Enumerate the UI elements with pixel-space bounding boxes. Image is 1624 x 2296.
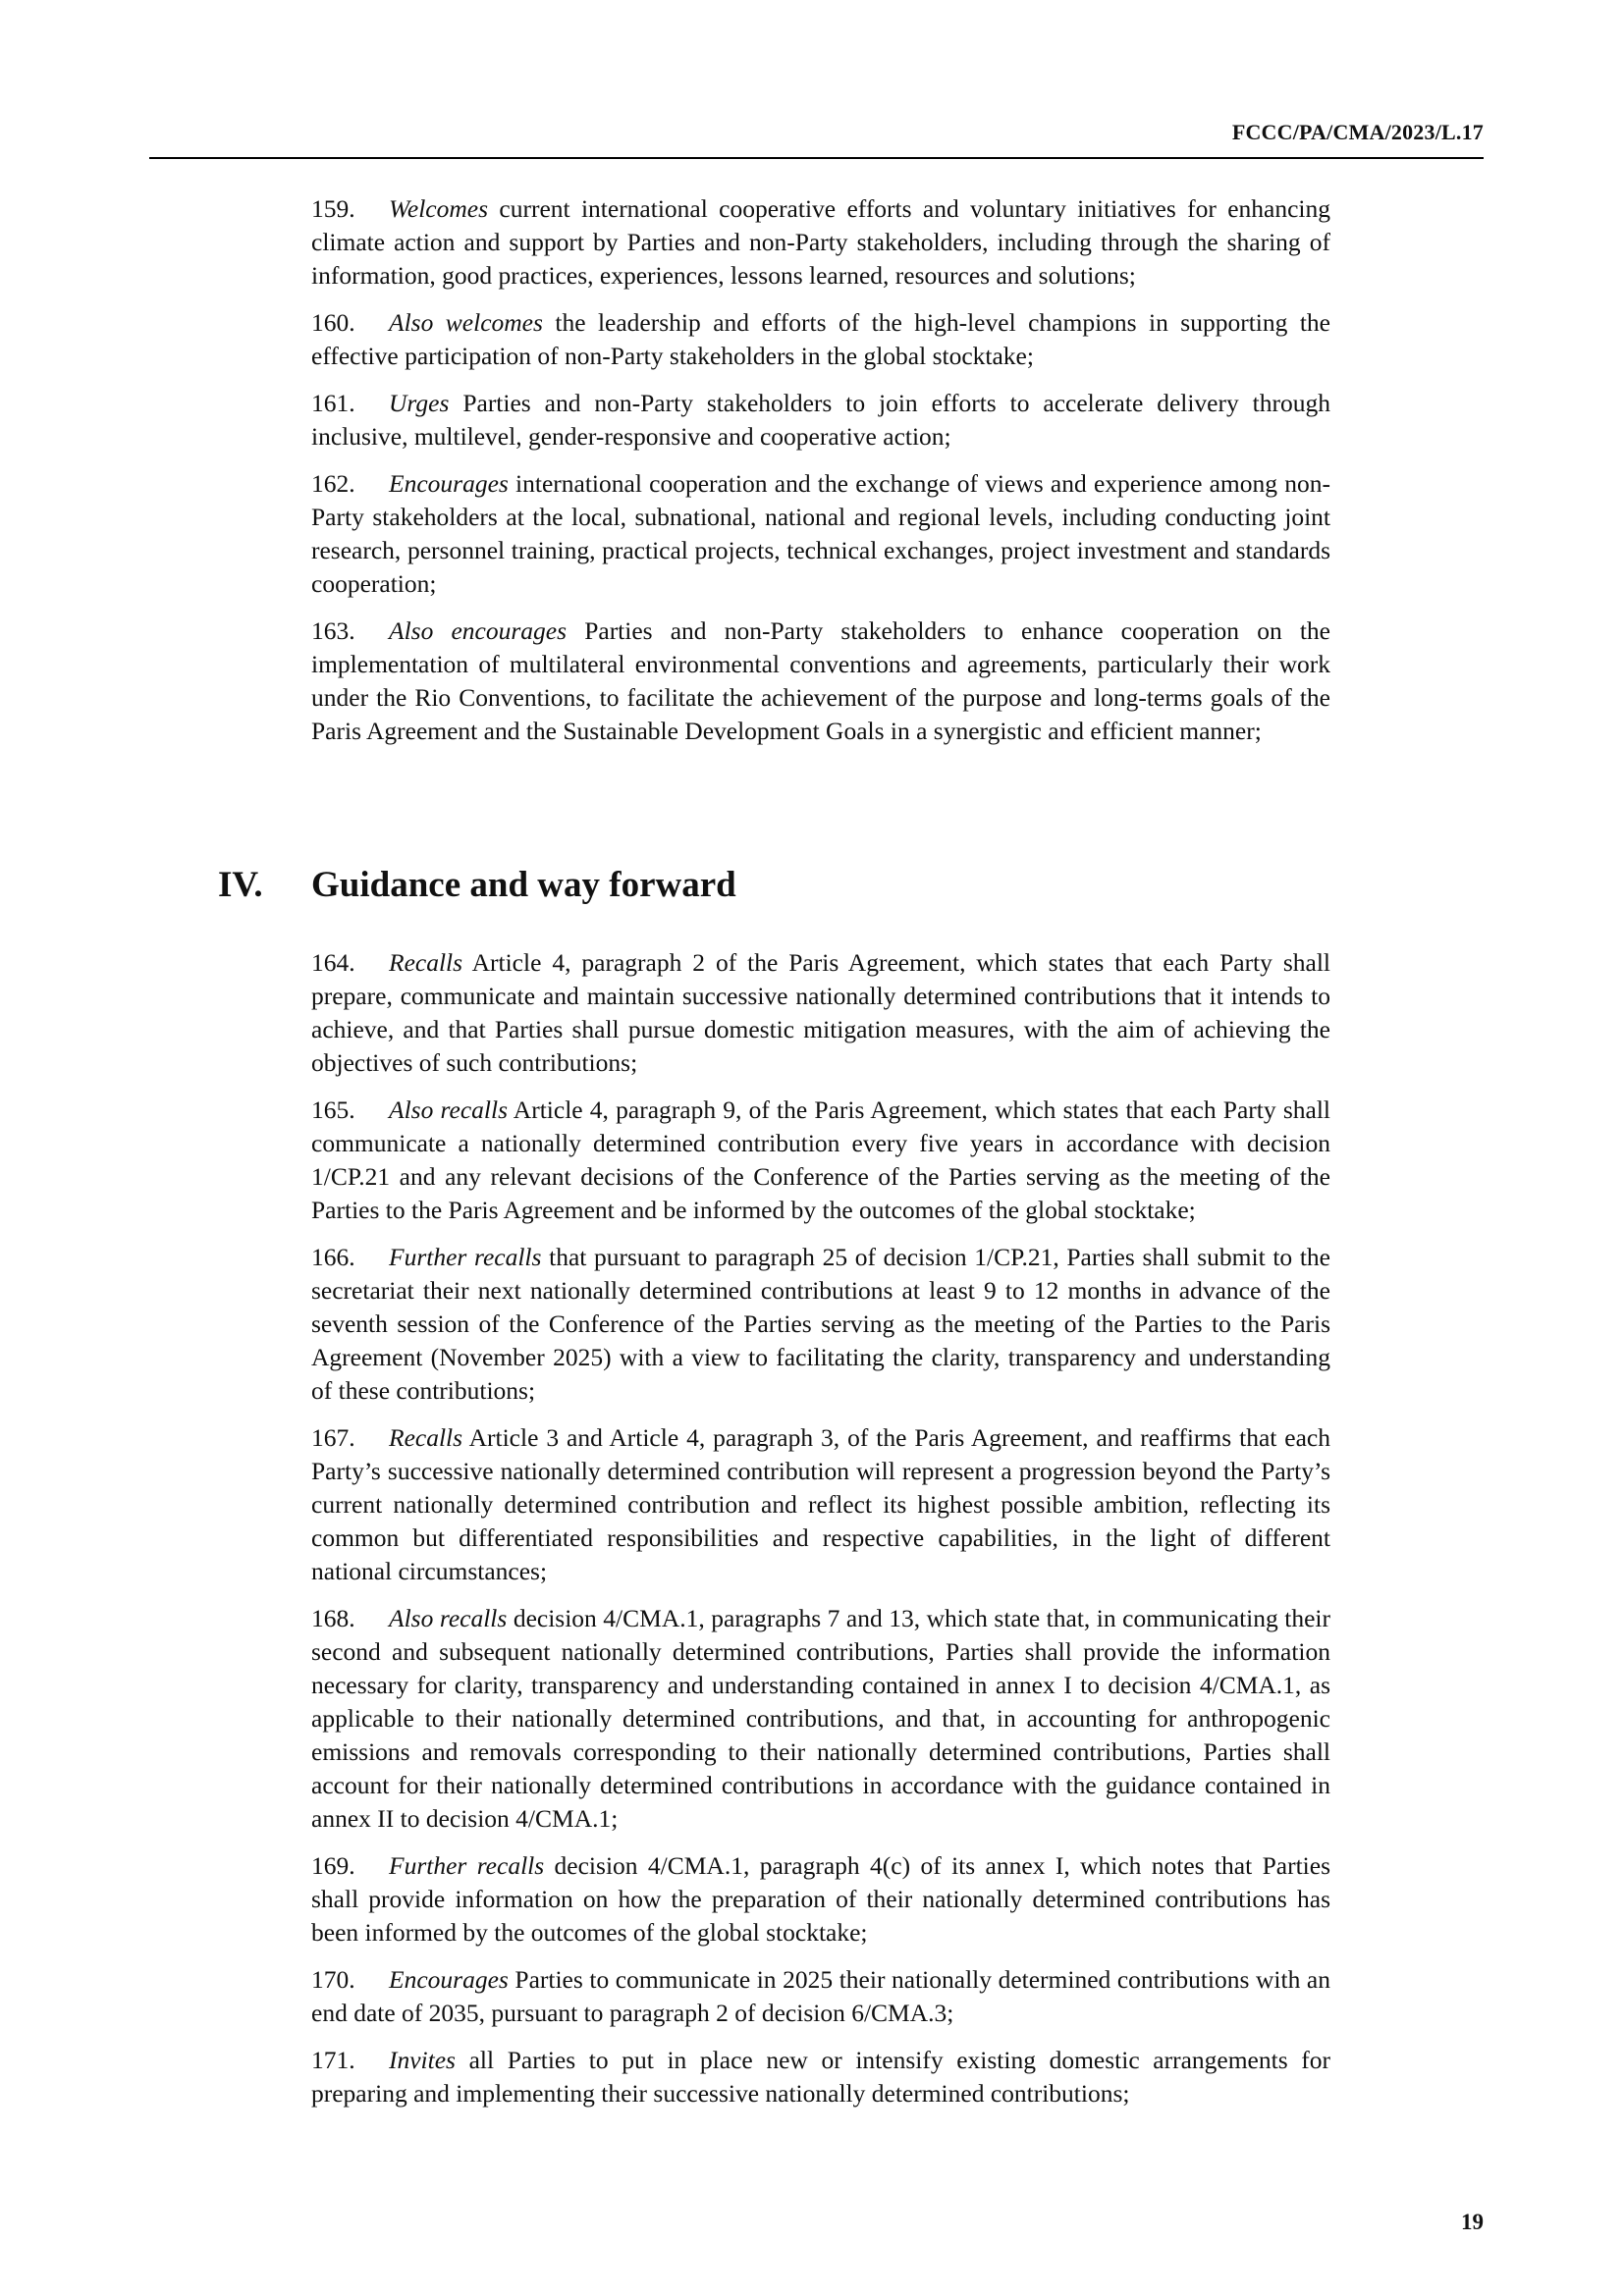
paragraph-text: decision 4/CMA.1, paragraph 4(c) of its annex I, which notes that Parties shall provide information on how the preparation of their nationally determined contributions has been informed by the outcomes of the global stocktake; <box>311 1851 1330 1947</box>
paragraph-number: 160. <box>311 308 355 337</box>
paragraph-text: current international cooperative efforts and voluntary initiatives for enhancing climate action and support by Parties and non-Party stakeholders, including through the sharing of information, good practices, experiences, lessons learned, resources and solutions; <box>311 194 1330 290</box>
paragraph-text: that pursuant to paragraph 25 of decision 1/CP.21, Parties shall submit to the secretariat their next nationally determined contributions at least 9 to 12 months in advance of the seventh session of the Conference of the Parties serving as the meeting of the Parties to the Paris Agreement (November 2025) with a view to facilitating the clarity, transparency and understanding of these contributions; <box>311 1243 1330 1405</box>
paragraph-167 <box>311 1421 1330 1588</box>
paragraph-group-before <box>311 192 1330 762</box>
paragraph-number: 168. <box>311 1604 355 1632</box>
paragraph-160 <box>311 306 1330 373</box>
section-heading <box>218 864 736 906</box>
paragraph-keyword: Recalls <box>389 1423 463 1452</box>
paragraph-number: 167. <box>311 1423 355 1452</box>
header-rule <box>149 157 1484 159</box>
paragraph-text: Article 3 and Article 4, paragraph 3, of the Paris Agreement, and reaffirms that each Party’s successive nationally determined contribution will represent a progression beyond the Party’s current nationally determined contribution and reflect its highest possible ambition, reflecting its common but differentiated responsibilities and respective capabilities, in the light of different national circumstances; <box>311 1423 1330 1585</box>
paragraph-keyword: Welcomes <box>389 194 489 223</box>
section-number: IV. <box>218 865 263 905</box>
document-code: FCCC/PA/CMA/2023/L.17 <box>1231 120 1484 144</box>
paragraph-171 <box>311 2044 1330 2110</box>
paragraph-168 <box>311 1602 1330 1836</box>
paragraph-text: decision 4/CMA.1, paragraphs 7 and 13, which state that, in communicating their second and subsequent nationally determined contributions, Parties shall provide the information necessary for clarity, transparency and understanding contained in annex I to decision 4/CMA.1, as applicable to their nationally determined contributions, and that, in accounting for anthropogenic emissions and removals corresponding to their nationally determined contributions, Parties shall account for their nationally determined contributions in accordance with the guidance contained in annex II to decision 4/CMA.1; <box>311 1604 1330 1833</box>
paragraph-number: 170. <box>311 1965 355 1994</box>
paragraph-162 <box>311 467 1330 601</box>
paragraph-number: 163. <box>311 616 355 645</box>
paragraph-text: Parties to communicate in 2025 their nationally determined contributions with an end date of 2035, pursuant to paragraph 2 of decision 6/CMA.3; <box>311 1965 1330 2027</box>
paragraph-number: 162. <box>311 469 355 498</box>
paragraph-keyword: Further recalls <box>389 1851 545 1880</box>
paragraph-keyword: Further recalls <box>389 1243 542 1271</box>
paragraph-keyword: Also recalls <box>389 1095 508 1124</box>
paragraph-text: the leadership and efforts of the high-level champions in supporting the effective participation of non-Party stakeholders in the global stocktake; <box>311 308 1330 370</box>
paragraph-number: 171. <box>311 2046 355 2074</box>
section-title: Guidance and way forward <box>311 865 736 905</box>
paragraph-text: Parties and non-Party stakeholders to enhance cooperation on the implementation of multilateral environmental conventions and agreements, particularly their work under the Rio Conventions, to facilitate the achievement of the purpose and long-terms goals of the Paris Agreement and the Sustainable Development Goals in a synergistic and efficient manner; <box>311 616 1330 745</box>
paragraph-number: 159. <box>311 194 355 223</box>
paragraph-keyword: Invites <box>389 2046 456 2074</box>
paragraph-text: Parties and non-Party stakeholders to join efforts to accelerate delivery through inclusive, multilevel, gender-responsive and cooperative action; <box>311 389 1330 451</box>
paragraph-159 <box>311 192 1330 293</box>
paragraph-keyword: Urges <box>389 389 450 417</box>
paragraph-keyword: Encourages <box>389 469 509 498</box>
page-number: 19 <box>1461 2210 1484 2234</box>
paragraph-164 <box>311 946 1330 1080</box>
paragraph-161 <box>311 387 1330 454</box>
paragraph-163 <box>311 614 1330 748</box>
paragraph-166 <box>311 1241 1330 1408</box>
paragraph-group-after <box>311 946 1330 2124</box>
paragraph-keyword: Also recalls <box>389 1604 508 1632</box>
paragraph-number: 164. <box>311 948 355 977</box>
paragraph-text: international cooperation and the exchange of views and experience among non-Party stakeholders at the local, subnational, national and regional levels, including conducting joint research, personnel training, practical projects, technical exchanges, project investment and standards cooperation; <box>311 469 1330 598</box>
paragraph-number: 166. <box>311 1243 355 1271</box>
paragraph-165 <box>311 1094 1330 1227</box>
paragraph-170 <box>311 1963 1330 2030</box>
paragraph-keyword: Also welcomes <box>389 308 543 337</box>
paragraph-text: Article 4, paragraph 9, of the Paris Agreement, which states that each Party shall communicate a nationally determined contribution every five years in accordance with decision 1/CP.21 and any relevant decisions of the Conference of the Parties serving as the meeting of the Parties to the Paris Agreement and be informed by the outcomes of the global stocktake; <box>311 1095 1330 1224</box>
paragraph-text: all Parties to put in place new or intensify existing domestic arrangements for preparing and implementing their successive nationally determined contributions; <box>311 2046 1330 2108</box>
paragraph-169 <box>311 1849 1330 1949</box>
paragraph-number: 169. <box>311 1851 355 1880</box>
paragraph-keyword: Also encourages <box>389 616 568 645</box>
paragraph-keyword: Recalls <box>389 948 463 977</box>
paragraph-number: 161. <box>311 389 355 417</box>
paragraph-number: 165. <box>311 1095 355 1124</box>
paragraph-keyword: Encourages <box>389 1965 509 1994</box>
paragraph-text: Article 4, paragraph 2 of the Paris Agreement, which states that each Party shall prepare, communicate and maintain successive nationally determined contributions that it intends to achieve, and that Parties shall pursue domestic mitigation measures, with the aim of achieving the objectives of such contributions; <box>311 948 1330 1077</box>
